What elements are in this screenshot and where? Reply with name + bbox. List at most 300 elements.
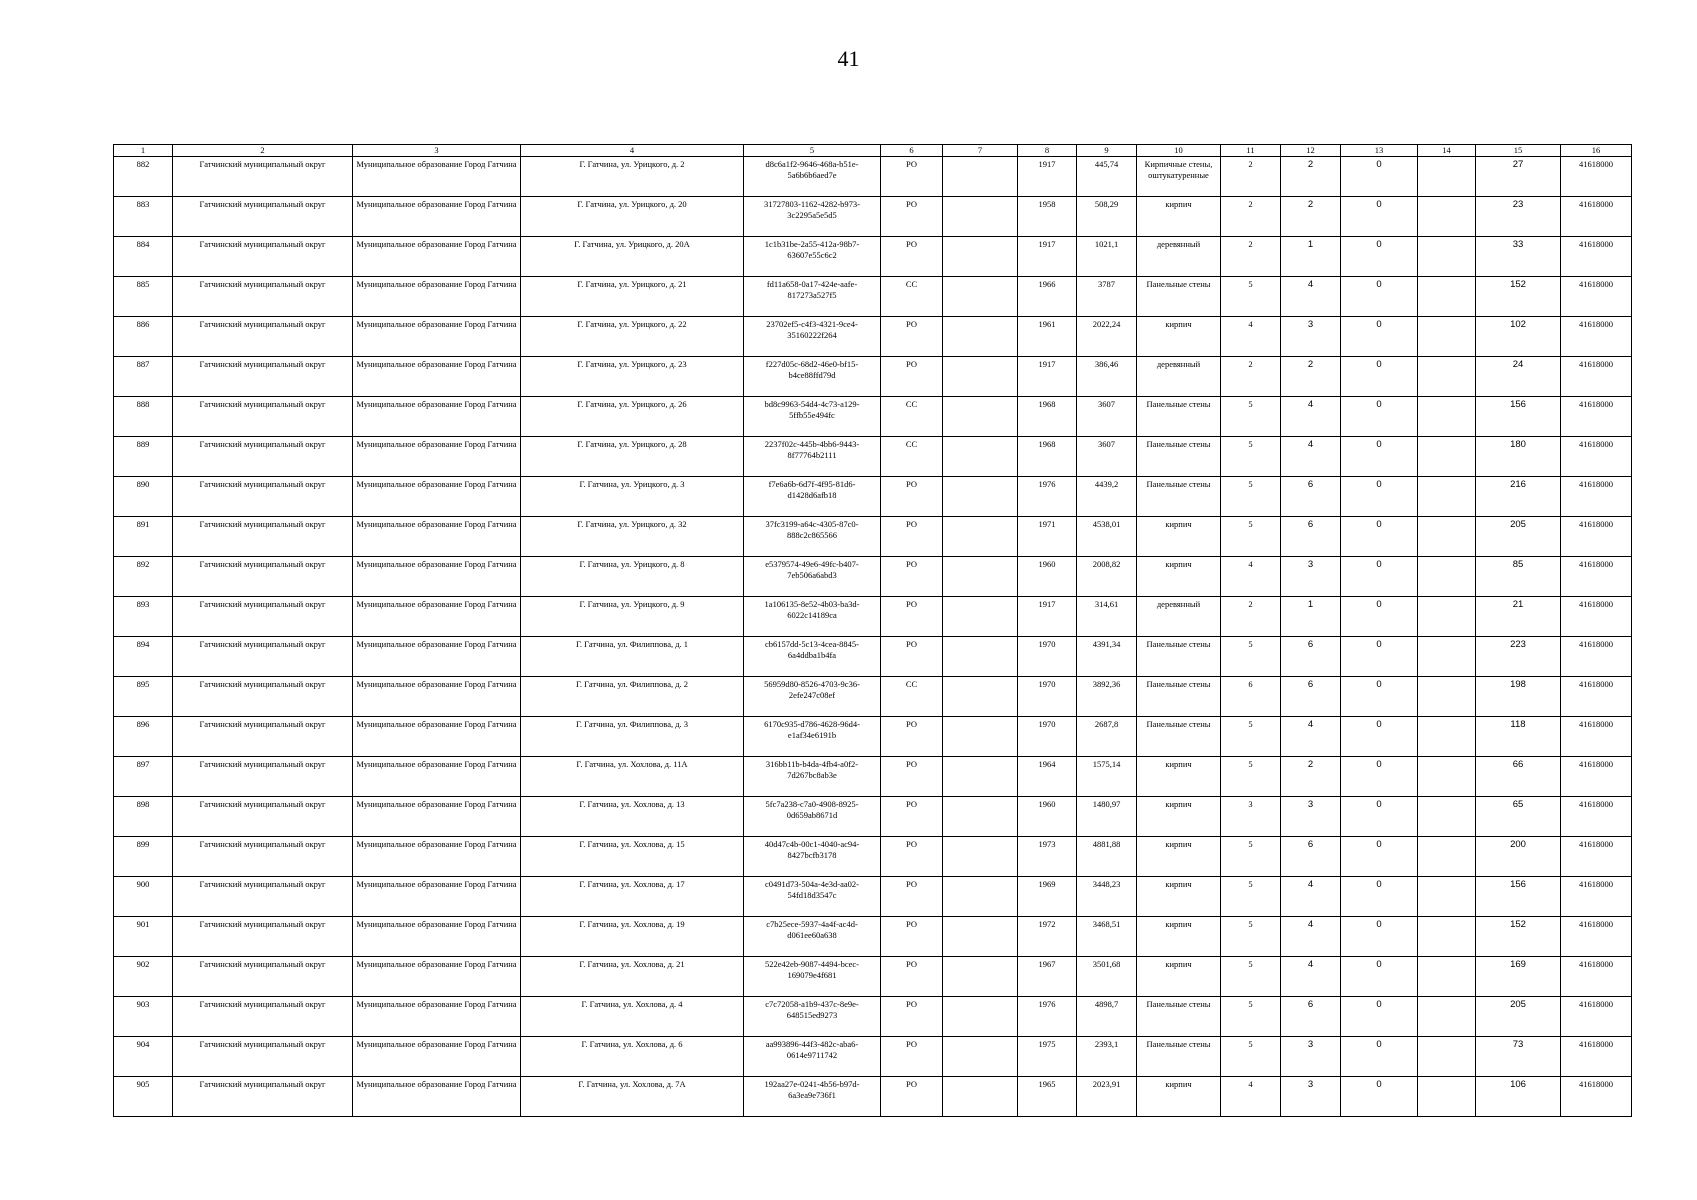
table-cell-col-14 <box>1418 597 1476 637</box>
table-cell-col-5: 1c1b31be-2a55-412a-98b7-63607e55c6c2 <box>744 237 881 277</box>
table-cell-col-13: 0 <box>1341 1077 1418 1117</box>
table-cell-col-14 <box>1418 877 1476 917</box>
table-cell-col-4: Г. Гатчина, ул. Филиппова, д. 3 <box>521 717 744 757</box>
table-cell-col-15: 216 <box>1476 477 1561 517</box>
table-cell-col-15: 65 <box>1476 797 1561 837</box>
table-cell-col-13: 0 <box>1341 1037 1418 1077</box>
table-cell-col-15: 21 <box>1476 597 1561 637</box>
table-cell-col-10: Панельные стены <box>1137 717 1221 757</box>
table-cell-col-11: 5 <box>1221 757 1281 797</box>
table-cell-col-4: Г. Гатчина, ул. Филиппова, д. 1 <box>521 637 744 677</box>
table-cell-col-2: Гатчинский муниципальный округ <box>173 837 353 877</box>
table-cell-col-14 <box>1418 957 1476 997</box>
table-cell-col-3: Муниципальное образование Город Гатчина <box>353 877 521 917</box>
table-cell-col-15: 24 <box>1476 357 1561 397</box>
column-header-1: 1 <box>114 145 173 157</box>
table-row <box>114 157 1632 197</box>
table-cell-col-1: 898 <box>114 797 173 837</box>
table-cell-col-3: Муниципальное образование Город Гатчина <box>353 157 521 197</box>
table-cell-col-5: 5fc7a238-c7a0-4908-8925-0d659ab8671d <box>744 797 881 837</box>
table-cell-col-14 <box>1418 917 1476 957</box>
table-header <box>114 145 1632 157</box>
table-cell-col-15: 33 <box>1476 237 1561 277</box>
table-cell-col-12: 2 <box>1281 197 1341 237</box>
table-cell-col-8: 1976 <box>1018 477 1077 517</box>
table-cell-col-9: 1480,97 <box>1077 797 1137 837</box>
table-cell-col-5: e5379574-49e6-49fc-b407-7eb506a6abd3 <box>744 557 881 597</box>
table-cell-col-12: 4 <box>1281 917 1341 957</box>
table-row <box>114 797 1632 837</box>
table-cell-col-15: 73 <box>1476 1037 1561 1077</box>
table-cell-col-4: Г. Гатчина, ул. Урицкого, д. 20А <box>521 237 744 277</box>
column-header-8: 8 <box>1018 145 1077 157</box>
table-cell-col-4: Г. Гатчина, ул. Хохлова, д. 19 <box>521 917 744 957</box>
table-cell-col-2: Гатчинский муниципальный округ <box>173 157 353 197</box>
table-cell-col-5: aa993896-44f3-482c-aba6-0614e9711742 <box>744 1037 881 1077</box>
table-cell-col-2: Гатчинский муниципальный округ <box>173 997 353 1037</box>
table-cell-col-14 <box>1418 637 1476 677</box>
table-cell-col-8: 1969 <box>1018 877 1077 917</box>
table-cell-col-3: Муниципальное образование Город Гатчина <box>353 517 521 557</box>
table-cell-col-7 <box>943 997 1018 1037</box>
table-cell-col-15: 223 <box>1476 637 1561 677</box>
table-cell-col-14 <box>1418 317 1476 357</box>
table-cell-col-16: 41618000 <box>1561 677 1632 717</box>
table-cell-col-13: 0 <box>1341 717 1418 757</box>
table-cell-col-16: 41618000 <box>1561 997 1632 1037</box>
table-cell-col-4: Г. Гатчина, ул. Урицкого, д. 22 <box>521 317 744 357</box>
table-cell-col-3: Муниципальное образование Город Гатчина <box>353 837 521 877</box>
table-cell-col-10: Панельные стены <box>1137 677 1221 717</box>
table-cell-col-1: 897 <box>114 757 173 797</box>
table-cell-col-13: 0 <box>1341 797 1418 837</box>
table-cell-col-1: 895 <box>114 677 173 717</box>
table-cell-col-2: Гатчинский муниципальный округ <box>173 957 353 997</box>
table-row <box>114 877 1632 917</box>
table-cell-col-15: 198 <box>1476 677 1561 717</box>
table-cell-col-5: f7e6a6b-6d7f-4f95-81d6-d1428d6afb18 <box>744 477 881 517</box>
table-row <box>114 437 1632 477</box>
table-cell-col-11: 6 <box>1221 677 1281 717</box>
table-cell-col-12: 4 <box>1281 877 1341 917</box>
table-cell-col-14 <box>1418 1077 1476 1117</box>
table-cell-col-15: 205 <box>1476 997 1561 1037</box>
table-cell-col-9: 3448,23 <box>1077 877 1137 917</box>
table-cell-col-12: 6 <box>1281 637 1341 677</box>
table-cell-col-3: Муниципальное образование Город Гатчина <box>353 997 521 1037</box>
table-cell-col-6: РО <box>881 477 943 517</box>
table-cell-col-4: Г. Гатчина, ул. Урицкого, д. 32 <box>521 517 744 557</box>
table-cell-col-6: СС <box>881 277 943 317</box>
table-cell-col-5: 2237f02c-445b-4bb6-9443-8f77764b2111 <box>744 437 881 477</box>
table-cell-col-13: 0 <box>1341 357 1418 397</box>
table-cell-col-14 <box>1418 717 1476 757</box>
table-cell-col-5: 6170c935-d786-4628-96d4-e1af34e6191b <box>744 717 881 757</box>
table-cell-col-7 <box>943 717 1018 757</box>
table-row <box>114 637 1632 677</box>
table-cell-col-9: 3787 <box>1077 277 1137 317</box>
table-row <box>114 557 1632 597</box>
table-row <box>114 517 1632 557</box>
table-cell-col-8: 1961 <box>1018 317 1077 357</box>
table-cell-col-6: РО <box>881 237 943 277</box>
table-cell-col-1: 899 <box>114 837 173 877</box>
table-cell-col-11: 2 <box>1221 197 1281 237</box>
table-cell-col-4: Г. Гатчина, ул. Хохлова, д. 7А <box>521 1077 744 1117</box>
table-cell-col-13: 0 <box>1341 997 1418 1037</box>
table-cell-col-10: Панельные стены <box>1137 437 1221 477</box>
table-cell-col-12: 4 <box>1281 717 1341 757</box>
table-row <box>114 917 1632 957</box>
table-cell-col-9: 3468,51 <box>1077 917 1137 957</box>
table-cell-col-16: 41618000 <box>1561 237 1632 277</box>
table-cell-col-16: 41618000 <box>1561 317 1632 357</box>
table-cell-col-1: 890 <box>114 477 173 517</box>
table-cell-col-2: Гатчинский муниципальный округ <box>173 677 353 717</box>
table-cell-col-2: Гатчинский муниципальный округ <box>173 557 353 597</box>
table-cell-col-7 <box>943 877 1018 917</box>
table-cell-col-2: Гатчинский муниципальный округ <box>173 917 353 957</box>
table-cell-col-14 <box>1418 477 1476 517</box>
table-cell-col-6: РО <box>881 957 943 997</box>
table-cell-col-11: 5 <box>1221 477 1281 517</box>
table-cell-col-10: кирпич <box>1137 197 1221 237</box>
table-cell-col-2: Гатчинский муниципальный округ <box>173 277 353 317</box>
table-cell-col-3: Муниципальное образование Город Гатчина <box>353 637 521 677</box>
table-row <box>114 397 1632 437</box>
table-cell-col-13: 0 <box>1341 877 1418 917</box>
table-cell-col-1: 886 <box>114 317 173 357</box>
table-cell-col-5: d8c6a1f2-9646-468a-b51e-5a6b6b6aed7e <box>744 157 881 197</box>
table-cell-col-9: 1575,14 <box>1077 757 1137 797</box>
table-cell-col-2: Гатчинский муниципальный округ <box>173 437 353 477</box>
table-row <box>114 997 1632 1037</box>
table-cell-col-14 <box>1418 277 1476 317</box>
column-number-row <box>114 145 1632 157</box>
table-cell-col-15: 180 <box>1476 437 1561 477</box>
table-cell-col-10: Панельные стены <box>1137 1037 1221 1077</box>
column-header-16: 16 <box>1561 145 1632 157</box>
table-cell-col-6: РО <box>881 1037 943 1077</box>
table-cell-col-11: 5 <box>1221 957 1281 997</box>
table-cell-col-16: 41618000 <box>1561 477 1632 517</box>
table-cell-col-6: РО <box>881 757 943 797</box>
table-cell-col-4: Г. Гатчина, ул. Урицкого, д. 3 <box>521 477 744 517</box>
table-cell-col-7 <box>943 317 1018 357</box>
table-cell-col-11: 4 <box>1221 1077 1281 1117</box>
table-cell-col-16: 41618000 <box>1561 1037 1632 1077</box>
table-cell-col-16: 41618000 <box>1561 437 1632 477</box>
table-cell-col-11: 5 <box>1221 517 1281 557</box>
table-cell-col-1: 883 <box>114 197 173 237</box>
table-cell-col-12: 3 <box>1281 317 1341 357</box>
table-cell-col-11: 5 <box>1221 637 1281 677</box>
table-cell-col-6: РО <box>881 517 943 557</box>
column-header-7: 7 <box>943 145 1018 157</box>
table-cell-col-9: 2687,8 <box>1077 717 1137 757</box>
table-cell-col-9: 3501,68 <box>1077 957 1137 997</box>
table-cell-col-1: 894 <box>114 637 173 677</box>
table-cell-col-5: 37fc3199-a64c-4305-87c0-888c2c865566 <box>744 517 881 557</box>
table-cell-col-13: 0 <box>1341 677 1418 717</box>
table-cell-col-1: 891 <box>114 517 173 557</box>
table-cell-col-11: 3 <box>1221 797 1281 837</box>
table-cell-col-12: 2 <box>1281 757 1341 797</box>
table-cell-col-8: 1972 <box>1018 917 1077 957</box>
table-cell-col-13: 0 <box>1341 477 1418 517</box>
table-cell-col-14 <box>1418 1037 1476 1077</box>
table-cell-col-9: 3607 <box>1077 397 1137 437</box>
table-cell-col-2: Гатчинский муниципальный округ <box>173 717 353 757</box>
table-cell-col-15: 23 <box>1476 197 1561 237</box>
table-cell-col-11: 2 <box>1221 357 1281 397</box>
table-cell-col-5: 1a106135-8e52-4b03-ba3d-6022c14189ca <box>744 597 881 637</box>
table-cell-col-7 <box>943 397 1018 437</box>
table-cell-col-10: деревянный <box>1137 357 1221 397</box>
table-cell-col-15: 106 <box>1476 1077 1561 1117</box>
table-cell-col-16: 41618000 <box>1561 277 1632 317</box>
table-cell-col-9: 3607 <box>1077 437 1137 477</box>
table-cell-col-16: 41618000 <box>1561 637 1632 677</box>
table-cell-col-16: 41618000 <box>1561 837 1632 877</box>
table-cell-col-13: 0 <box>1341 397 1418 437</box>
table-cell-col-4: Г. Гатчина, ул. Урицкого, д. 20 <box>521 197 744 237</box>
table-cell-col-2: Гатчинский муниципальный округ <box>173 517 353 557</box>
table-cell-col-6: РО <box>881 1077 943 1117</box>
table-cell-col-8: 1917 <box>1018 157 1077 197</box>
table-cell-col-5: fd11a658-0a17-424e-aafe-817273a527f5 <box>744 277 881 317</box>
table-cell-col-9: 2023,91 <box>1077 1077 1137 1117</box>
table-cell-col-1: 904 <box>114 1037 173 1077</box>
table-cell-col-7 <box>943 237 1018 277</box>
table-cell-col-5: 192aa27e-0241-4b56-b97d-6a3ea9e736f1 <box>744 1077 881 1117</box>
table-cell-col-11: 5 <box>1221 837 1281 877</box>
table-cell-col-1: 887 <box>114 357 173 397</box>
table-cell-col-8: 1970 <box>1018 637 1077 677</box>
table-cell-col-11: 5 <box>1221 717 1281 757</box>
table-cell-col-14 <box>1418 677 1476 717</box>
table-row <box>114 837 1632 877</box>
table-cell-col-9: 4391,34 <box>1077 637 1137 677</box>
table-cell-col-1: 893 <box>114 597 173 637</box>
table-cell-col-9: 4898,7 <box>1077 997 1137 1037</box>
table-cell-col-3: Муниципальное образование Город Гатчина <box>353 757 521 797</box>
table-cell-col-11: 4 <box>1221 557 1281 597</box>
table-cell-col-13: 0 <box>1341 437 1418 477</box>
table-cell-col-5: f227d05c-68d2-46e0-bf15-b4ce88ffd79d <box>744 357 881 397</box>
table-cell-col-9: 4881,88 <box>1077 837 1137 877</box>
table-cell-col-4: Г. Гатчина, ул. Урицкого, д. 23 <box>521 357 744 397</box>
table-cell-col-12: 3 <box>1281 1077 1341 1117</box>
table-cell-col-9: 508,29 <box>1077 197 1137 237</box>
table-cell-col-8: 1971 <box>1018 517 1077 557</box>
table-cell-col-4: Г. Гатчина, ул. Хохлова, д. 13 <box>521 797 744 837</box>
table-cell-col-1: 901 <box>114 917 173 957</box>
table-cell-col-1: 902 <box>114 957 173 997</box>
table-cell-col-10: кирпич <box>1137 517 1221 557</box>
table-cell-col-8: 1975 <box>1018 1037 1077 1077</box>
table-cell-col-8: 1970 <box>1018 717 1077 757</box>
column-header-12: 12 <box>1281 145 1341 157</box>
table-cell-col-7 <box>943 277 1018 317</box>
table-cell-col-1: 882 <box>114 157 173 197</box>
table-cell-col-16: 41618000 <box>1561 877 1632 917</box>
table-cell-col-12: 4 <box>1281 397 1341 437</box>
table-cell-col-7 <box>943 837 1018 877</box>
table-cell-col-4: Г. Гатчина, ул. Урицкого, д. 8 <box>521 557 744 597</box>
table-cell-col-3: Муниципальное образование Город Гатчина <box>353 357 521 397</box>
table-cell-col-12: 6 <box>1281 677 1341 717</box>
table-cell-col-10: Кирпичные стены, оштукатуренные <box>1137 157 1221 197</box>
table-cell-col-10: Панельные стены <box>1137 477 1221 517</box>
table-cell-col-14 <box>1418 997 1476 1037</box>
table-cell-col-7 <box>943 1077 1018 1117</box>
table-cell-col-10: кирпич <box>1137 837 1221 877</box>
table-cell-col-9: 1021,1 <box>1077 237 1137 277</box>
table-cell-col-3: Муниципальное образование Город Гатчина <box>353 677 521 717</box>
table-cell-col-11: 4 <box>1221 317 1281 357</box>
table-cell-col-9: 3892,36 <box>1077 677 1137 717</box>
table-cell-col-13: 0 <box>1341 197 1418 237</box>
table-cell-col-6: РО <box>881 797 943 837</box>
table-cell-col-12: 6 <box>1281 517 1341 557</box>
table-cell-col-8: 1917 <box>1018 237 1077 277</box>
table-cell-col-8: 1973 <box>1018 837 1077 877</box>
table-cell-col-7 <box>943 477 1018 517</box>
table-cell-col-2: Гатчинский муниципальный округ <box>173 197 353 237</box>
table-cell-col-1: 900 <box>114 877 173 917</box>
table-cell-col-10: кирпич <box>1137 1077 1221 1117</box>
table-cell-col-11: 5 <box>1221 437 1281 477</box>
table-cell-col-10: кирпич <box>1137 797 1221 837</box>
table-cell-col-16: 41618000 <box>1561 597 1632 637</box>
table-cell-col-15: 152 <box>1476 277 1561 317</box>
table-cell-col-4: Г. Гатчина, ул. Хохлова, д. 6 <box>521 1037 744 1077</box>
table-cell-col-16: 41618000 <box>1561 517 1632 557</box>
table-cell-col-14 <box>1418 397 1476 437</box>
column-header-13: 13 <box>1341 145 1418 157</box>
table-cell-col-12: 2 <box>1281 157 1341 197</box>
table-cell-col-11: 5 <box>1221 277 1281 317</box>
table-cell-col-15: 156 <box>1476 397 1561 437</box>
table-cell-col-10: кирпич <box>1137 917 1221 957</box>
table-cell-col-2: Гатчинский муниципальный округ <box>173 1037 353 1077</box>
table-cell-col-1: 892 <box>114 557 173 597</box>
table-row <box>114 357 1632 397</box>
table-cell-col-5: 31727803-1162-4282-b973-3c2295a5e5d5 <box>744 197 881 237</box>
table-cell-col-15: 152 <box>1476 917 1561 957</box>
table-cell-col-4: Г. Гатчина, ул. Урицкого, д. 26 <box>521 397 744 437</box>
table-row <box>114 677 1632 717</box>
table-cell-col-14 <box>1418 197 1476 237</box>
table-cell-col-12: 1 <box>1281 237 1341 277</box>
table-cell-col-14 <box>1418 357 1476 397</box>
table-cell-col-6: РО <box>881 637 943 677</box>
table-cell-col-11: 5 <box>1221 917 1281 957</box>
table-cell-col-16: 41618000 <box>1561 797 1632 837</box>
table-cell-col-6: РО <box>881 197 943 237</box>
table-cell-col-13: 0 <box>1341 597 1418 637</box>
table-cell-col-7 <box>943 517 1018 557</box>
table-cell-col-5: c0491d73-504a-4e3d-aa02-54fd18d3547c <box>744 877 881 917</box>
table-cell-col-9: 445,74 <box>1077 157 1137 197</box>
table-cell-col-1: 884 <box>114 237 173 277</box>
table-cell-col-16: 41618000 <box>1561 197 1632 237</box>
table-cell-col-5: 56959d80-8526-4703-9c36-2efe247c08ef <box>744 677 881 717</box>
table-cell-col-13: 0 <box>1341 957 1418 997</box>
table-cell-col-12: 2 <box>1281 357 1341 397</box>
table-cell-col-6: РО <box>881 557 943 597</box>
table-cell-col-3: Муниципальное образование Город Гатчина <box>353 397 521 437</box>
page-number: 41 <box>837 46 860 71</box>
table-cell-col-16: 41618000 <box>1561 717 1632 757</box>
table-cell-col-8: 1967 <box>1018 957 1077 997</box>
table-cell-col-8: 1960 <box>1018 557 1077 597</box>
table-cell-col-3: Муниципальное образование Город Гатчина <box>353 317 521 357</box>
table-cell-col-3: Муниципальное образование Город Гатчина <box>353 557 521 597</box>
table-cell-col-12: 3 <box>1281 557 1341 597</box>
table-cell-col-9: 386,46 <box>1077 357 1137 397</box>
table-cell-col-13: 0 <box>1341 157 1418 197</box>
table-cell-col-2: Гатчинский муниципальный округ <box>173 1077 353 1117</box>
table-cell-col-1: 889 <box>114 437 173 477</box>
table-cell-col-14 <box>1418 517 1476 557</box>
table-cell-col-7 <box>943 597 1018 637</box>
table-cell-col-3: Муниципальное образование Город Гатчина <box>353 1077 521 1117</box>
table-cell-col-10: деревянный <box>1137 597 1221 637</box>
table-row <box>114 717 1632 757</box>
table-cell-col-14 <box>1418 157 1476 197</box>
table-cell-col-7 <box>943 197 1018 237</box>
table-cell-col-5: 40d47c4b-00c1-4040-ac94-8427bcfb3178 <box>744 837 881 877</box>
table-cell-col-12: 6 <box>1281 837 1341 877</box>
table-cell-col-11: 2 <box>1221 237 1281 277</box>
table-row <box>114 1077 1632 1117</box>
table-cell-col-16: 41618000 <box>1561 757 1632 797</box>
table-cell-col-10: деревянный <box>1137 237 1221 277</box>
table-cell-col-5: c7c72058-a1b9-437c-8e9e-648515ed9273 <box>744 997 881 1037</box>
table-cell-col-15: 200 <box>1476 837 1561 877</box>
column-header-14: 14 <box>1418 145 1476 157</box>
table-cell-col-1: 903 <box>114 997 173 1037</box>
table-cell-col-9: 2022,24 <box>1077 317 1137 357</box>
table-cell-col-5: 316bb11b-b4da-4fb4-a0f2-7d267bc8ab3e <box>744 757 881 797</box>
table-cell-col-15: 66 <box>1476 757 1561 797</box>
table-cell-col-6: СС <box>881 437 943 477</box>
table-cell-col-5: c7b25ece-5937-4a4f-ac4d-d061ee60a638 <box>744 917 881 957</box>
table-cell-col-11: 5 <box>1221 397 1281 437</box>
table-cell-col-15: 85 <box>1476 557 1561 597</box>
table-cell-col-10: Панельные стены <box>1137 397 1221 437</box>
table-cell-col-6: РО <box>881 837 943 877</box>
table-cell-col-7 <box>943 957 1018 997</box>
table-row <box>114 757 1632 797</box>
table-cell-col-13: 0 <box>1341 837 1418 877</box>
table-cell-col-10: кирпич <box>1137 957 1221 997</box>
table-cell-col-8: 1970 <box>1018 677 1077 717</box>
table-cell-col-4: Г. Гатчина, ул. Хохлова, д. 15 <box>521 837 744 877</box>
table-cell-col-14 <box>1418 557 1476 597</box>
table-cell-col-5: 23702ef5-c4f3-4321-9ce4-35160222f264 <box>744 317 881 357</box>
table-row <box>114 277 1632 317</box>
table-cell-col-2: Гатчинский муниципальный округ <box>173 757 353 797</box>
table-cell-col-2: Гатчинский муниципальный округ <box>173 357 353 397</box>
table-cell-col-4: Г. Гатчина, ул. Хохлова, д. 21 <box>521 957 744 997</box>
table-cell-col-7 <box>943 917 1018 957</box>
table-cell-col-7 <box>943 557 1018 597</box>
table-cell-col-1: 888 <box>114 397 173 437</box>
table-cell-col-4: Г. Гатчина, ул. Урицкого, д. 9 <box>521 597 744 637</box>
